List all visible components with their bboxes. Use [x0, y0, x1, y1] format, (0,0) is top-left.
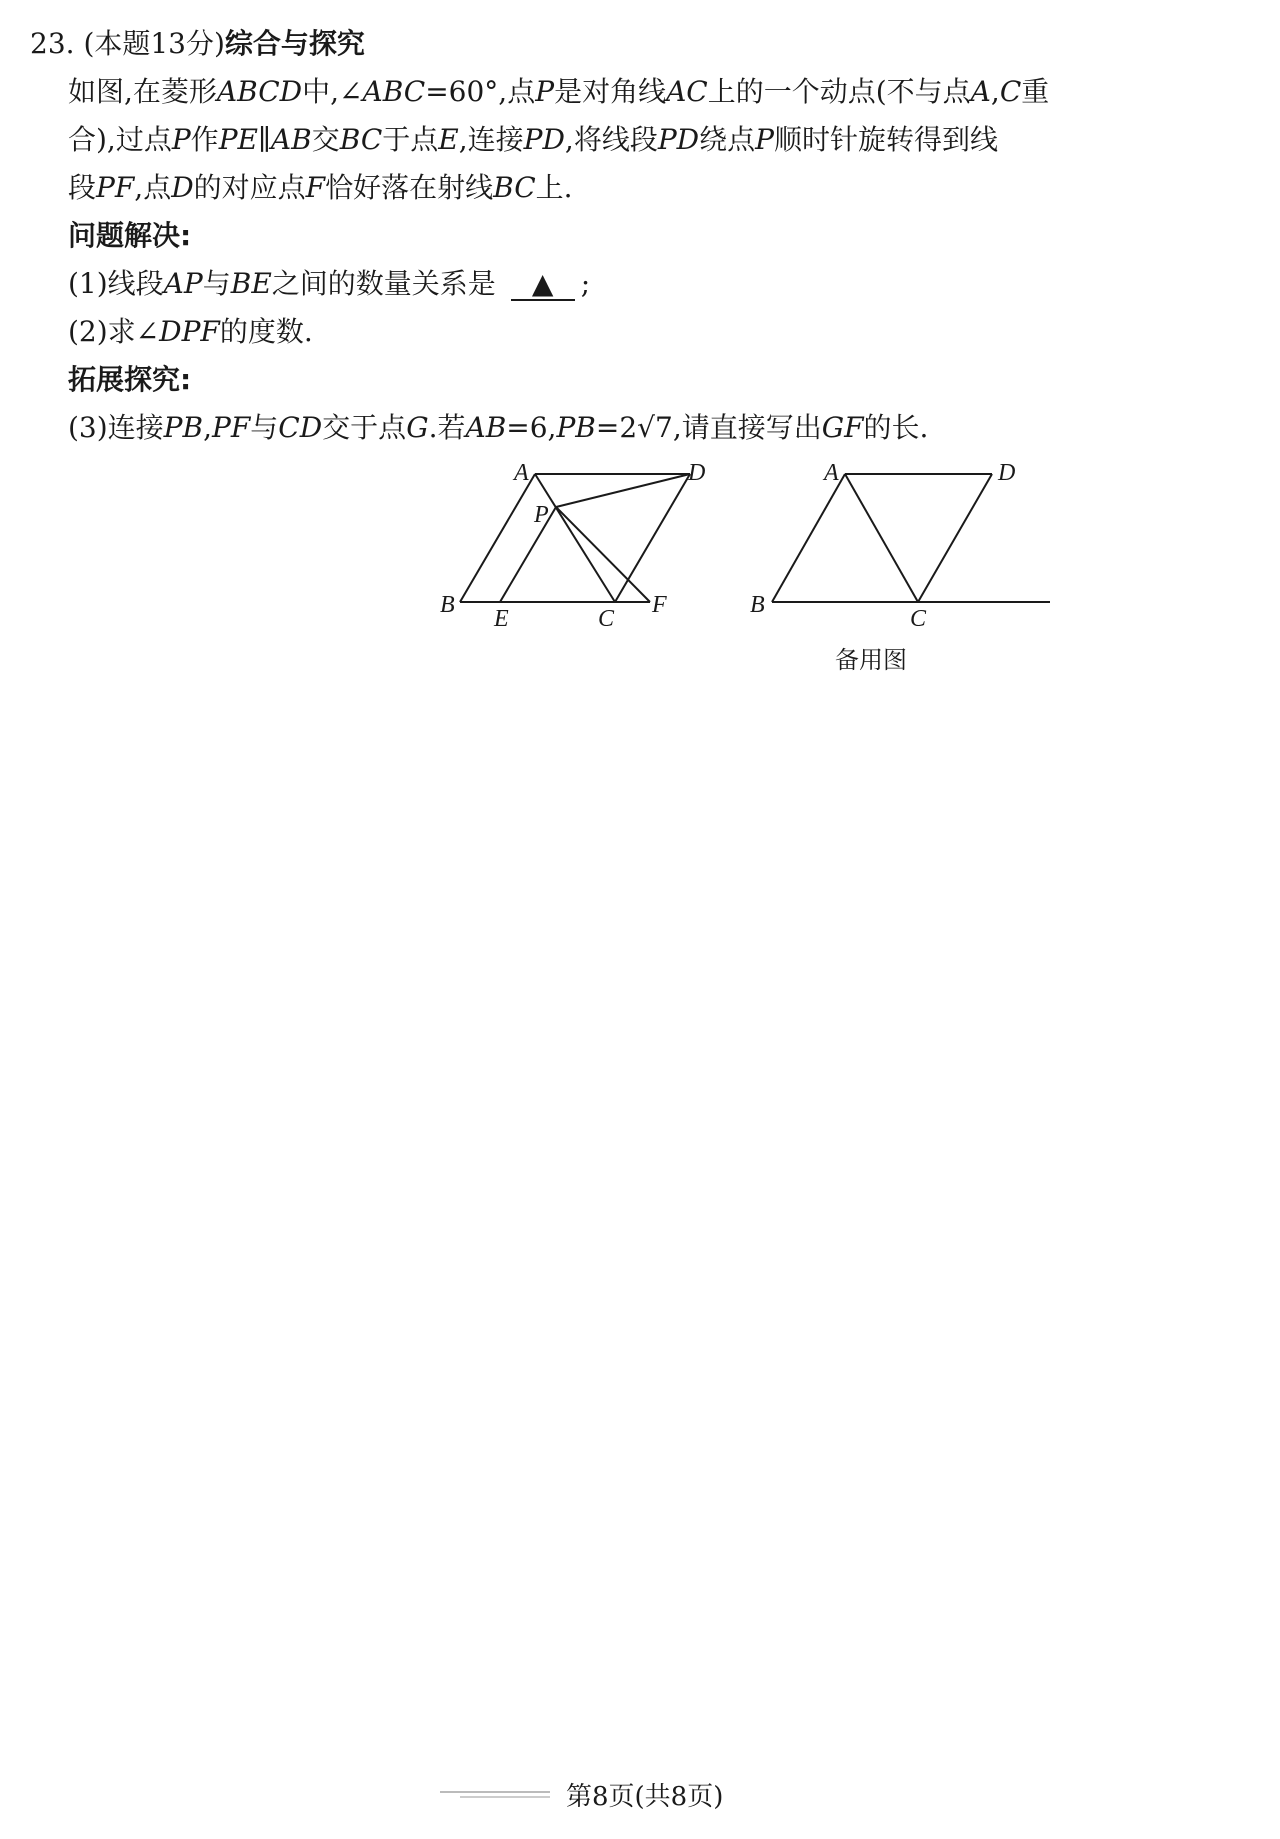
point-d: D	[171, 171, 194, 204]
point-g: G	[406, 411, 429, 444]
stem-text: 恰好落在射线	[325, 171, 494, 204]
answer-blank[interactable]: ▲	[511, 269, 575, 301]
stem-text: 的对应点	[193, 171, 306, 204]
segment-pb: PB	[163, 411, 204, 444]
question-header	[30, 24, 365, 64]
part-text: ;	[580, 267, 591, 300]
pb-value: =2√7	[595, 411, 673, 444]
segment-cd: CD	[278, 411, 323, 444]
segment-be: BE	[230, 267, 272, 300]
section-extension: 拓展探究:	[68, 363, 192, 396]
point-c: C	[999, 75, 1022, 108]
part-3	[68, 408, 928, 448]
question-points: (本题13分)	[83, 27, 225, 60]
stem-text: 如图,在菱形	[68, 75, 217, 108]
label-a: A	[514, 460, 529, 486]
diagonal-ac	[845, 474, 918, 602]
segment-pf: PF	[212, 411, 251, 444]
stem-text: 段	[68, 171, 97, 204]
angle-abc: ∠ABC	[339, 75, 426, 108]
segment-ap: AP	[163, 267, 203, 300]
part-text: (2)求	[68, 315, 136, 348]
label-c: C	[598, 606, 615, 632]
stem-text: 重	[1021, 75, 1050, 108]
stem-line-3	[68, 168, 573, 208]
part-text: (1)线段	[68, 267, 164, 300]
diagonal-ac	[535, 474, 615, 602]
label-p: P	[534, 502, 549, 528]
stem-text: 合),过点	[68, 123, 172, 156]
part-1	[68, 264, 590, 304]
label-a: A	[824, 460, 839, 486]
stem-text: 是对角线	[554, 75, 667, 108]
segment-bc: BC	[339, 123, 383, 156]
stem-text: ,	[990, 75, 1000, 108]
part-text: (3)连接	[68, 411, 164, 444]
side-cd	[918, 474, 992, 602]
stem-text: 中,	[302, 75, 340, 108]
part-2	[68, 312, 313, 352]
segment-pe: PE	[218, 123, 258, 156]
question-title: 综合与探究	[224, 27, 365, 60]
stem-text: ,将线段	[564, 123, 658, 156]
stem-text: 交	[311, 123, 340, 156]
diagonal-ac: AC	[666, 75, 708, 108]
label-b: B	[440, 592, 455, 618]
stem-text: =60°,点	[425, 75, 536, 108]
section-problem-solving: 问题解决:	[68, 219, 192, 252]
point-a: A	[970, 75, 991, 108]
label-d: D	[998, 460, 1016, 486]
stem-line-1	[68, 72, 1049, 112]
part-text: 的长.	[863, 411, 929, 444]
stem-text: 于点	[382, 123, 439, 156]
stem-text: 绕点	[699, 123, 756, 156]
angle-dpf: ∠DPF	[135, 315, 220, 348]
part-text: 与	[250, 411, 279, 444]
part-text: =6,	[506, 411, 557, 444]
label-e: E	[494, 606, 509, 632]
rhombus-name: ABCD	[216, 75, 303, 108]
segment-ab: AB	[270, 123, 312, 156]
part-text: ,请直接写出	[672, 411, 822, 444]
figure-caption: 备用图	[835, 646, 907, 674]
question-number: 23.	[30, 27, 75, 60]
part-text: .若	[428, 411, 466, 444]
segment-pf	[556, 507, 650, 602]
segment-pd: PD	[657, 123, 700, 156]
side-cd	[615, 474, 690, 602]
label-f: F	[652, 592, 667, 618]
part-text: 的度数.	[219, 315, 313, 348]
stem-text: ,点	[134, 171, 172, 204]
segment-pd	[556, 474, 690, 507]
part-text: 之间的数量关系是	[271, 267, 496, 300]
segment-pd: PD	[523, 123, 565, 156]
stem-line-2	[68, 120, 998, 160]
side-ab	[460, 474, 535, 602]
segment-pf: PF	[96, 171, 135, 204]
segment-gf: GF	[821, 411, 864, 444]
stem-text: ,连接	[458, 123, 524, 156]
label-d: D	[688, 460, 706, 486]
part-text: ,	[203, 411, 212, 444]
label-b: B	[750, 592, 765, 618]
point-p: P	[171, 123, 191, 156]
point-p: P	[535, 75, 555, 108]
figures	[0, 450, 1280, 1150]
segment-ab: AB	[465, 411, 507, 444]
part-text: 交于点	[322, 411, 407, 444]
stem-text: 上的一个动点(不与点	[707, 75, 971, 108]
footer-decoration	[440, 1784, 550, 1804]
segment-pb: PB	[556, 411, 596, 444]
stem-text: 顺时针旋转得到线	[773, 123, 998, 156]
parallel-symbol: ∥	[257, 123, 271, 156]
part-text: 与	[202, 267, 231, 300]
stem-text: 上.	[535, 171, 573, 204]
ray-bc: BC	[493, 171, 536, 204]
point-e: E	[438, 123, 459, 156]
point-p: P	[755, 123, 774, 156]
figure-1	[460, 474, 690, 602]
stem-text: 作	[190, 123, 219, 156]
point-f: F	[305, 171, 326, 204]
label-c: C	[910, 606, 927, 632]
side-ab	[772, 474, 845, 602]
figure-2	[772, 474, 1050, 602]
page-number: 第8页(共8页)	[566, 1782, 724, 1812]
